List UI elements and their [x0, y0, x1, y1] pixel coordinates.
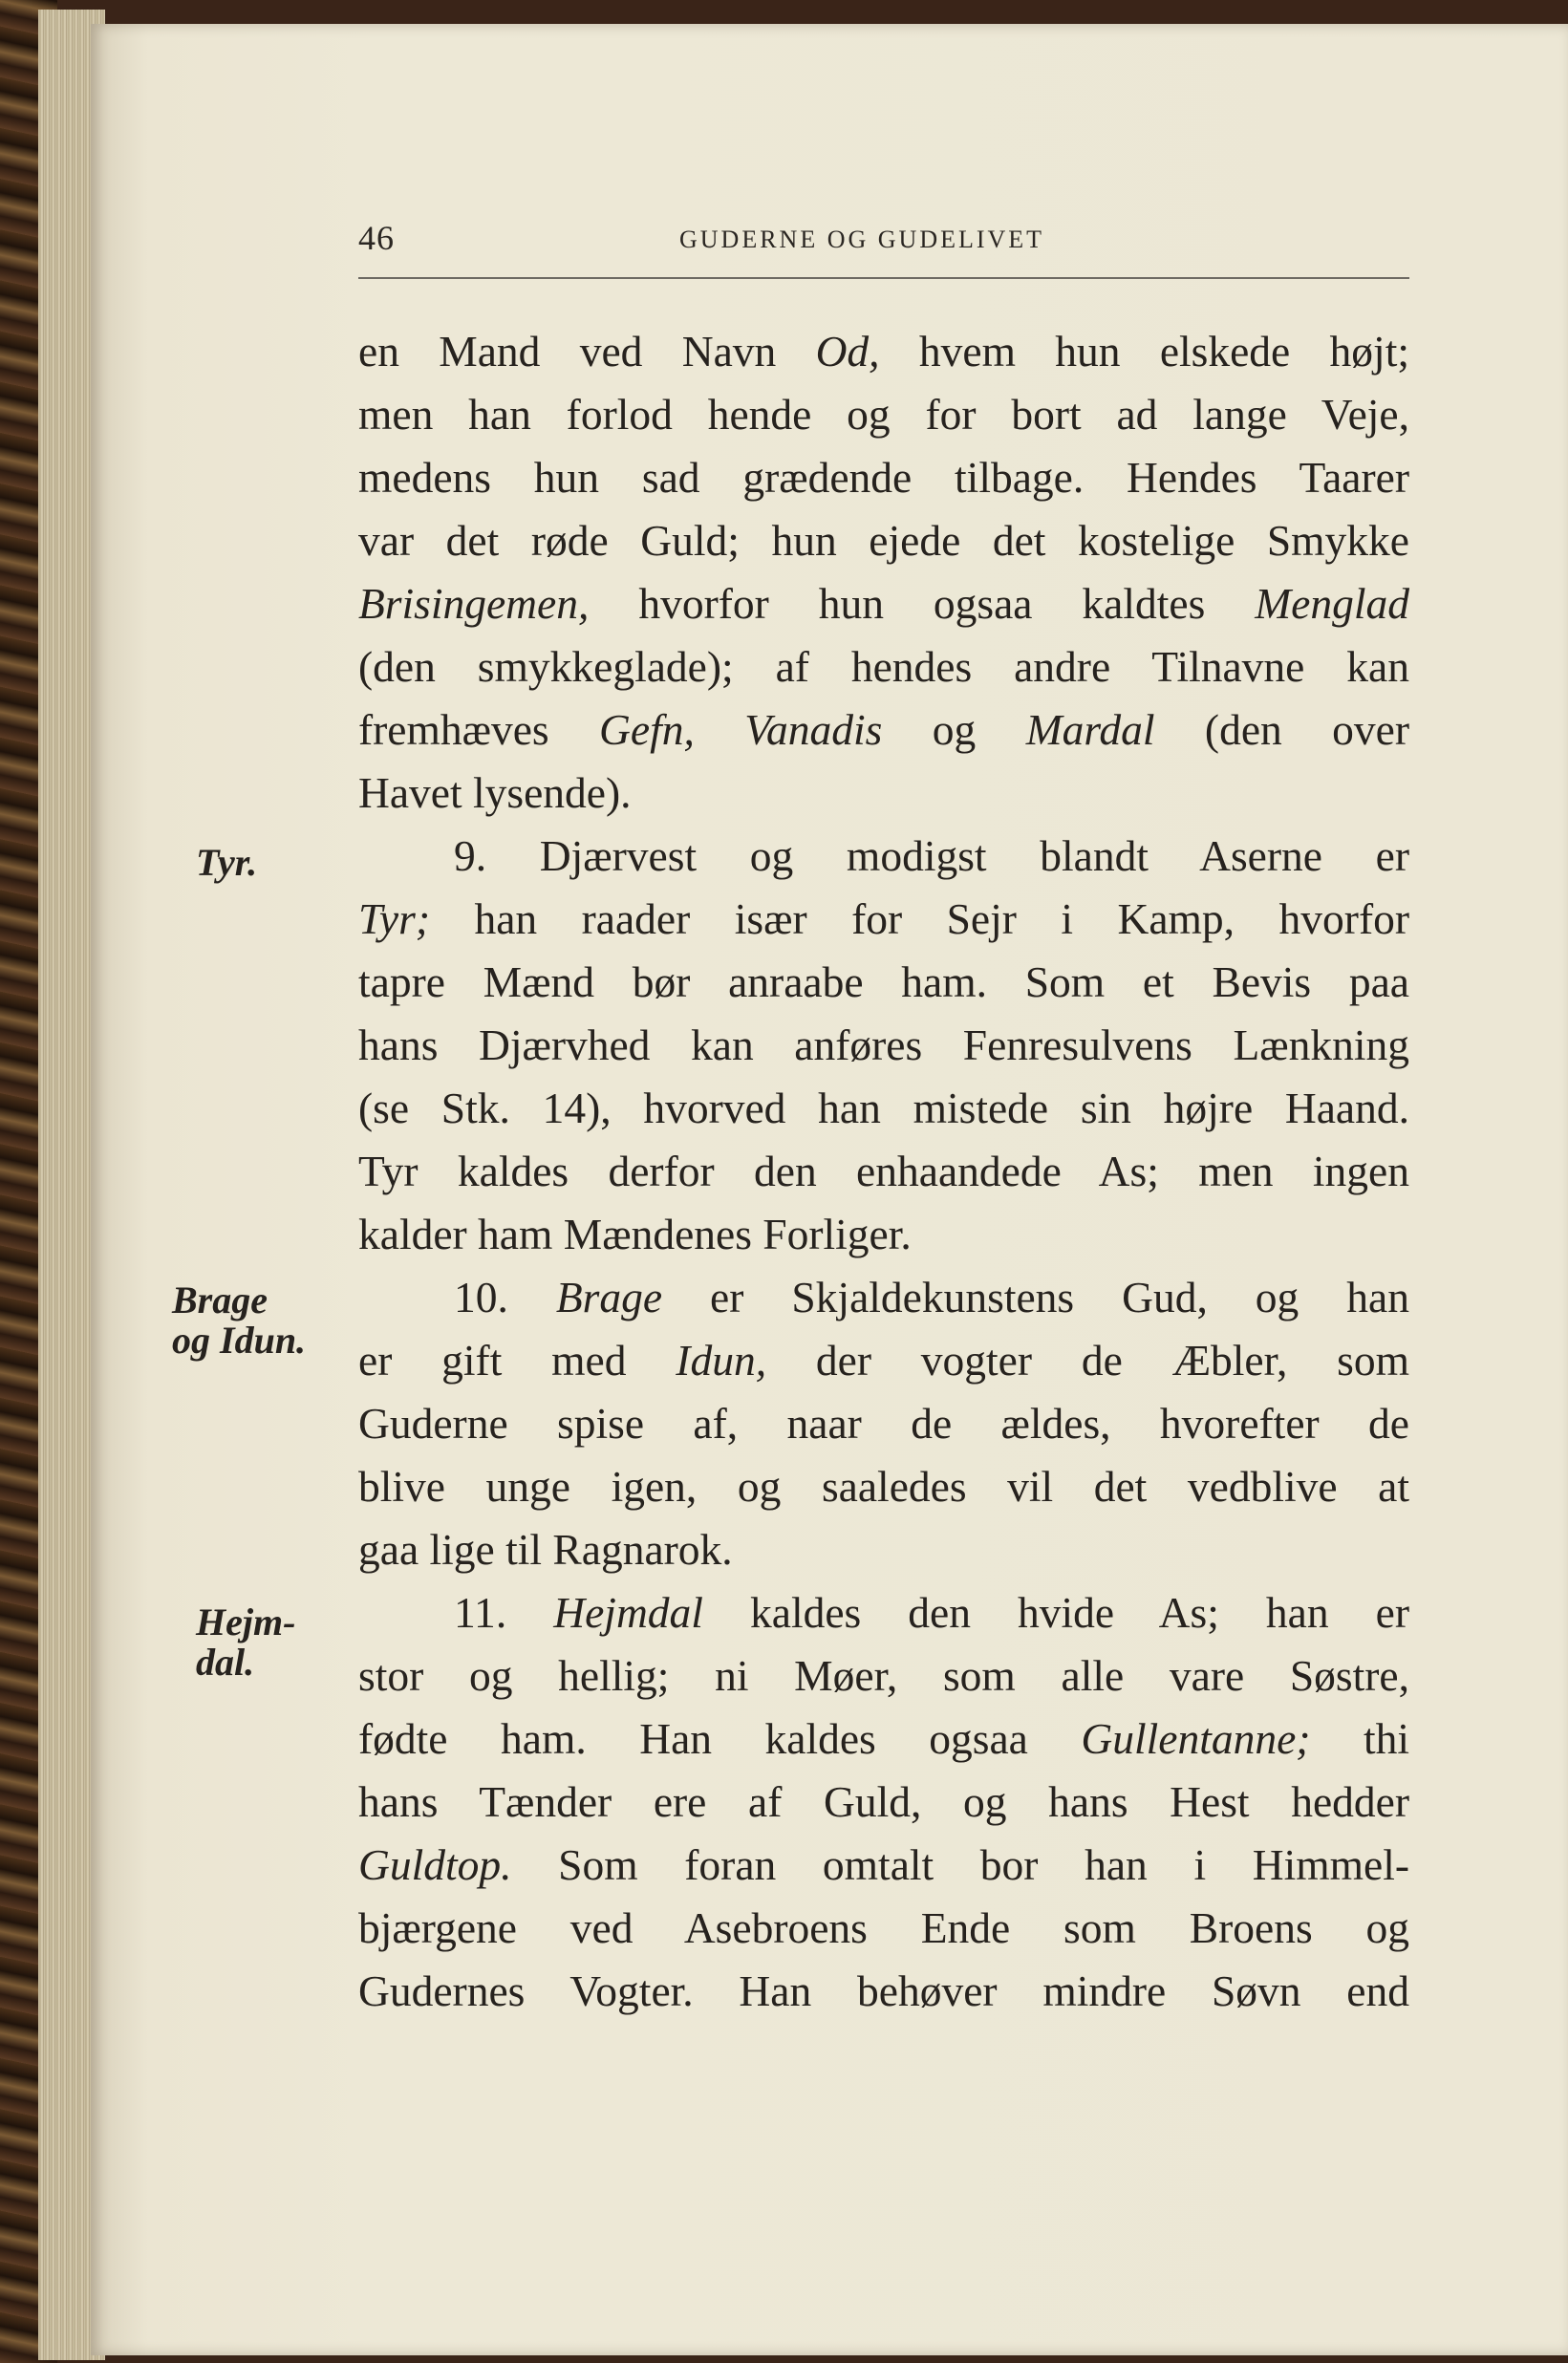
- margin-note-line: dal.: [196, 1641, 255, 1684]
- text-line: medens hun sad grædende tilbage. Hendes Taarer: [358, 453, 1409, 502]
- text-line: Guderne spise af, naar de ældes, hvorefter de: [358, 1399, 1409, 1448]
- text-line: kalder ham Mændenes Forliger.: [358, 1210, 912, 1258]
- text-line: Havet lysende).: [358, 768, 632, 817]
- text-line: Tyr; han raader især for Sejr i Kamp, hvorfor: [358, 894, 1409, 943]
- text-line: 11. Hejmdal kaldes den hvide As; han er: [454, 1588, 1409, 1637]
- margin-note-line: og Idun.: [172, 1319, 307, 1362]
- margin-note-tyr: [196, 843, 320, 883]
- text-line: hans Tænder ere af Guld, og hans Hest hedder: [358, 1777, 1409, 1826]
- text-line: en Mand ved Navn Od, hvem hun elskede højt;: [358, 327, 1409, 376]
- text-line: fødte ham. Han kaldes ogsaa Gullentanne; thi: [358, 1714, 1409, 1763]
- header-rule: [358, 277, 1409, 279]
- page-number: 46: [358, 219, 395, 257]
- text-line: Tyr kaldes derfor den enhaandede As; men ingen: [358, 1147, 1409, 1195]
- text-line: bjærgene ved Asebroens Ende som Broens og: [358, 1903, 1409, 1952]
- text-line: Gudernes Vogter. Han behøver mindre Søvn end: [358, 1966, 1409, 2015]
- text-line: blive unge igen, og saaledes vil det vedblive at: [358, 1462, 1409, 1511]
- text-line: fremhæves Gefn, Vanadis og Mardal (den over: [358, 705, 1409, 754]
- text-line: stor og hellig; ni Møer, som alle vare Søstre,: [358, 1651, 1409, 1700]
- margin-note-line: Tyr.: [196, 841, 258, 884]
- text-line: men han forlod hende og for bort ad lange Veje,: [358, 390, 1409, 439]
- text-line: var det røde Guld; hun ejede det kostelige Smykke: [358, 516, 1409, 565]
- text-line: (den smykkeglade); af hendes andre Tilnavne kan: [358, 642, 1409, 691]
- margin-note-brage-idun: [172, 1280, 344, 1361]
- margin-note-hejmdal: [196, 1602, 339, 1683]
- text-line: Brisingemen, hvorfor hun ogsaa kaldtes Menglad: [358, 579, 1409, 628]
- text-line: 10. Brage er Skjaldekunstens Gud, og han: [454, 1273, 1409, 1321]
- text-line: tapre Mænd bør anraabe ham. Som et Bevis paa: [358, 957, 1409, 1006]
- text-line: 9. Djærvest og modigst blandt Aserne er: [454, 831, 1409, 880]
- page-header: [358, 216, 1409, 273]
- running-title: GUDERNE OG GUDELIVET: [679, 226, 1045, 253]
- text-line: gaa lige til Ragnarok.: [358, 1525, 733, 1574]
- text-line: (se Stk. 14), hvorved han mistede sin højre Haand.: [358, 1084, 1409, 1132]
- text-line: er gift med Idun, der vogter de Æbler, som: [358, 1336, 1409, 1385]
- margin-note-line: Hejm-: [196, 1600, 296, 1643]
- text-line: hans Djærvhed kan anføres Fenresulvens Lænkning: [358, 1020, 1409, 1069]
- text-line: Guldtop. Som foran omtalt bor han i Himmel-: [358, 1840, 1409, 1889]
- margin-note-line: Brage: [172, 1278, 268, 1321]
- body-text: [358, 320, 1409, 2023]
